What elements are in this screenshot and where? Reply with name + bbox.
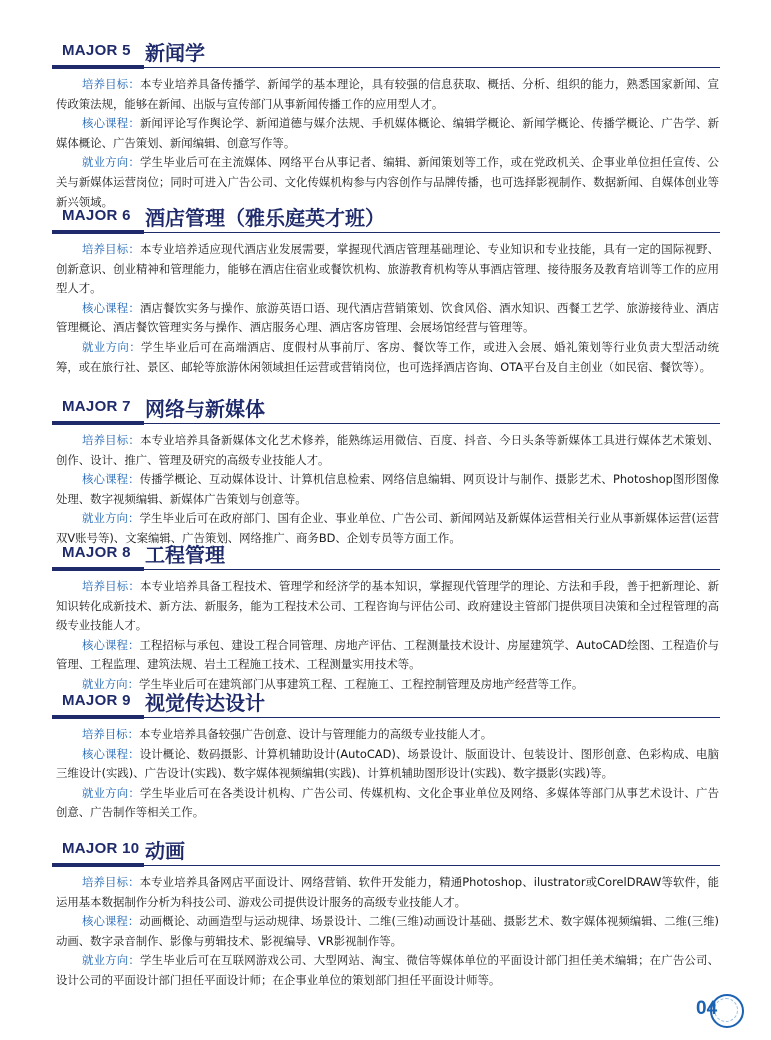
course-key: 核心课程：: [82, 472, 140, 487]
major-header: [0, 686, 771, 720]
page-circle-inner-decoration: [714, 998, 738, 1022]
major-section: [0, 538, 771, 695]
core-courses: [56, 745, 719, 784]
career-text: 学生毕业后可在政府部门、国有企业、事业单位、广告公司、新闻网站及新媒体运营相关行业从事新媒体运营(运营双V账号等)、文案编辑、广告策划、网络推广、商务BD、企划专员等方面工作。: [56, 511, 719, 545]
course-key: 核心课程：: [82, 746, 140, 761]
major-section: [0, 392, 771, 549]
training-goal: [56, 577, 719, 636]
major-section: [0, 36, 771, 212]
training-goal: [56, 873, 719, 912]
major-title: 工程管理: [145, 543, 225, 567]
page-number: 04: [696, 998, 718, 1019]
course-text: 传播学概论、互动媒体设计、计算机信息检索、网络信息编辑、网页设计与制作、摄影艺术、Photoshop图形图像处理、数字视频编辑、新媒体广告策划与创意等。: [56, 472, 719, 506]
header-rule: [52, 717, 720, 718]
course-text: 新闻评论写作舆论学、新闻道德与媒介法规、手机媒体概论、编辑学概论、新闻学概论、传播学概论、广告学、新媒体概论、广告策划、新闻编辑、创意写作等。: [56, 116, 719, 150]
header-rule: [52, 569, 720, 570]
core-courses: [56, 912, 719, 951]
header-rule-accent: [52, 863, 144, 867]
career-text: 学生毕业后可在各类设计机构、广告公司、传媒机构、文化企事业单位及网络、多媒体等部门从事艺术设计、广告创意、广告制作等相关工作。: [56, 785, 719, 820]
major-title: 动画: [145, 839, 185, 863]
course-key: 核心课程：: [82, 914, 140, 929]
goal-text: 本专业培养具备传播学、新闻学的基本理论，具有较强的信息获取、概括、分析、组织的能力，熟悉国家新闻、宣传政策法规，能够在新闻、出版与宣传部门从事新闻传播工作的应用型人才。: [56, 77, 719, 111]
training-goal: [56, 240, 719, 299]
major-header: [0, 36, 771, 70]
major-label: MAJOR 9: [62, 692, 131, 709]
career-key: 就业方向：: [82, 785, 140, 800]
core-courses: [56, 299, 719, 338]
major-title: 新闻学: [145, 41, 205, 65]
major-section: [0, 201, 771, 377]
course-text: 设计概论、数码摄影、计算机辅助设计(AutoCAD)、场景设计、版面设计、包装设计、图形创意、色彩构成、电脑三维设计(实践)、广告设计(实践)、数字媒体视频编辑(实践)、计算机辅助图形设计(实践)、数字摄影(实践)等。: [56, 746, 719, 781]
header-rule: [52, 67, 720, 68]
course-key: 核心课程：: [82, 300, 140, 315]
header-rule: [52, 232, 720, 233]
major-header: [0, 538, 771, 572]
header-rule-accent: [52, 567, 144, 571]
course-text: 动画概论、动画造型与运动规律、场景设计、二维(三维)动画设计基础、摄影艺术、数字媒体视频编辑、二维(三维)动画、数字录音制作、影像与剪辑技术、影视编导、VR影视制作等。: [56, 914, 719, 948]
career-key: 就业方向：: [82, 155, 140, 170]
goal-text: 本专业培养具备新媒体文化艺术修养，能熟练运用微信、百度、抖音、今日头条等新媒体工具进行媒体艺术策划、创作、设计、推广、管理及研究的高级专业技能人才。: [56, 433, 719, 467]
major-label: MAJOR 6: [62, 207, 131, 224]
training-goal: [56, 431, 719, 470]
career-key: 就业方向：: [82, 339, 142, 354]
career-text: 学生毕业后可在建筑部门从事建筑工程、工程施工、工程控制管理及房地产经营等工作。: [138, 676, 584, 691]
major-section: [0, 686, 771, 823]
major-label: MAJOR 7: [62, 398, 131, 415]
header-rule: [52, 423, 720, 424]
goal-key: 培养目标：: [82, 242, 140, 256]
career-direction: [56, 784, 719, 823]
header-rule-accent: [52, 421, 144, 425]
major-label: MAJOR 8: [62, 544, 131, 561]
course-text: 酒店餐饮实务与操作、旅游英语口语、现代酒店营销策划、饮食风俗、酒水知识、西餐工艺学、旅游接待业、酒店管理概论、酒店餐饮管理实务与操作、酒店服务心理、酒店客房管理、会展场馆经营与管理等。: [56, 300, 719, 335]
goal-key: 培养目标：: [82, 875, 140, 889]
career-text: 学生毕业后可在互联网游戏公司、大型网站、淘宝、微信等媒体单位的平面设计部门担任美术编辑；在广告公司、设计公司的平面设计部门担任平面设计师；在企事业单位的策划部门担任平面设计师等。: [56, 953, 719, 987]
core-courses: [56, 470, 719, 509]
major-title: 视觉传达设计: [145, 691, 265, 715]
career-text: 学生毕业后可在高端酒店、度假村从事前厅、客房、餐饮等工作，或进入会展、婚礼策划等行业负责大型活动统筹，或在旅行社、景区、邮轮等旅游休闲领域担任运营或营销岗位，也可选择酒店咨询、OTA平台及自主创业（如民宿、餐饮等）。: [56, 339, 719, 374]
goal-key: 培养目标：: [82, 579, 140, 593]
course-key: 核心课程：: [82, 116, 140, 131]
header-rule-accent: [52, 715, 144, 719]
major-header: [0, 834, 771, 868]
goal-key: 培养目标：: [82, 77, 140, 91]
major-title: 酒店管理（雅乐庭英才班）: [145, 206, 385, 230]
goal-key: 培养目标：: [82, 433, 140, 447]
goal-text: 本专业培养适应现代酒店业发展需要，掌握现代酒店管理基础理论、专业知识和专业技能，具有一定的国际视野、创新意识、创业精神和管理能力，能够在酒店住宿业或餐饮机构、旅游教育机构等从事酒店管理、接待服务及教育培训等工作的应用型人才。: [56, 242, 719, 296]
career-key: 就业方向：: [82, 676, 139, 691]
page-number-badge: [686, 994, 738, 1028]
career-key: 就业方向：: [82, 953, 140, 968]
career-direction: [56, 951, 719, 990]
header-rule-accent: [52, 65, 144, 69]
major-title: 网络与新媒体: [145, 397, 265, 421]
major-section: [0, 834, 771, 991]
major-label: MAJOR 10: [62, 840, 140, 857]
header-rule: [52, 865, 720, 866]
goal-text: 本专业培养具备网店平面设计、网络营销、软件开发能力，精通Photoshop、ilustrator或CorelDRAW等软件，能运用基本数据制作分析为科技公司、游戏公司提供设计服务的高级专业技能人才。: [56, 875, 719, 909]
major-header: [0, 392, 771, 426]
goal-key: 培养目标：: [82, 727, 139, 741]
course-text: 工程招标与承包、建设工程合同管理、房地产评估、工程测量技术设计、房屋建筑学、AutoCAD绘图、工程造价与管理、工程监理、建筑法规、岩土工程施工技术、工程测量实用技术等。: [56, 637, 719, 672]
course-key: 核心课程：: [82, 637, 140, 652]
core-courses: [56, 636, 719, 675]
training-goal: [56, 75, 719, 114]
goal-text: 本专业培养具备较强广告创意、设计与管理能力的高级专业技能人才。: [138, 727, 493, 741]
core-courses: [56, 114, 719, 153]
goal-text: 本专业培养具备工程技术、管理学和经济学的基本知识，掌握现代管理学的理论、方法和手段，善于把新理论、新知识转化成新技术、新方法、新服务，能为工程技术公司、工程咨询与评估公司、政府建设主管部门提供项目决策和全过程管理的高级专业技能人才。: [56, 579, 719, 633]
career-text: 学生毕业后可在主流媒体、网络平台从事记者、编辑、新闻策划等工作，或在党政机关、企事业单位担任宣传、公关与新媒体运营岗位；同时可进入广告公司、文化传媒机构参与内容创作与品牌传播，也可选择影视制作、数据新闻、自媒体创业等新兴领域。: [56, 155, 719, 209]
training-goal: [56, 725, 719, 745]
header-rule-accent: [52, 230, 144, 234]
major-header: [0, 201, 771, 235]
career-direction: [56, 338, 719, 377]
major-label: MAJOR 5: [62, 42, 131, 59]
career-key: 就业方向：: [82, 511, 140, 526]
